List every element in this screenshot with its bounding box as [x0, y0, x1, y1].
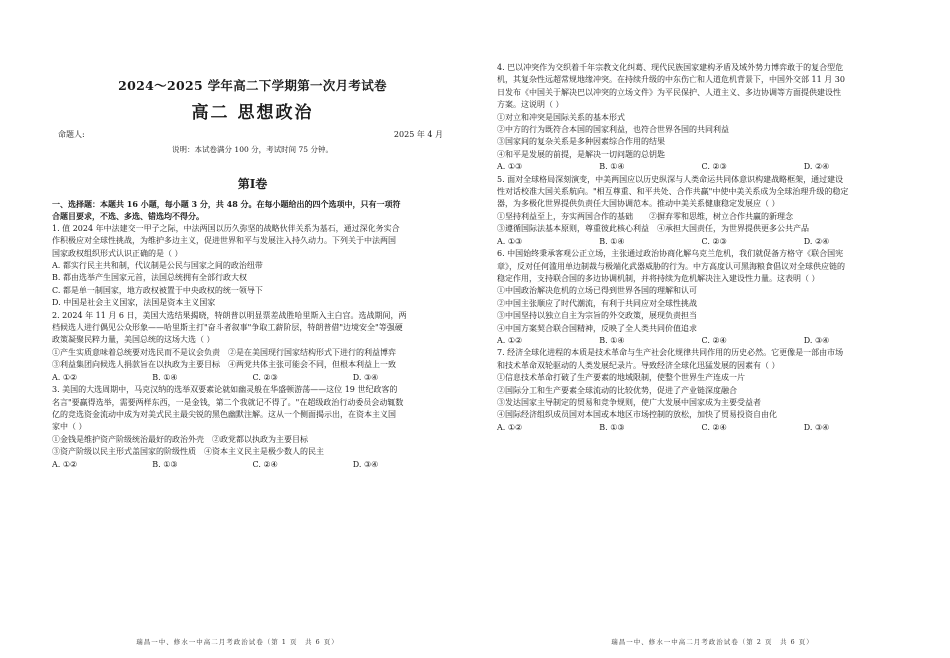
- question-4: [497, 62, 906, 174]
- answer-choice: C. ②③: [252, 372, 278, 382]
- question-text: 器，为多极化世界提供负责任大国协调范本。推动中美关系健康稳定发展应（ ）: [497, 199, 780, 209]
- statement: ①产生实质意味着总统要对选民而不是议会负责 ②是在美国现行国家结构形式下进行的利益博弈: [52, 347, 396, 357]
- question-text: 章》，反对任何滥用单边制裁与极端化武器威胁的行为。中方高度认可黑海粮食倡议对全球供应链的: [497, 261, 845, 271]
- question-7: [497, 347, 906, 434]
- answer-choice: C. ②④: [701, 335, 727, 345]
- question-text: 稳定作用，支持联合国的多边协调机制，并将持续为危机解决注入建设性力量。这表明（ ）: [497, 273, 820, 283]
- statement: ④中国方案契合联合国精神，反映了全人类共同价值追求: [497, 323, 697, 333]
- question-text: 3. 美国的大选周期中，马克汉纳的选举双要素论就如幽灵般在华盛顿游荡——这位 19 世纪政客的: [52, 385, 398, 395]
- question-text: 名言"要赢得选举，需要两样东西，一是金钱，第二个我就记不得了。"在超级政治行动委员会动辄数: [52, 397, 404, 407]
- section-heading: [52, 198, 453, 223]
- exam-meta: [58, 129, 443, 140]
- statement: ③遵循国际法基本原则，尊重彼此核心利益 ④承担大国责任，为世界提供更多公共产品: [497, 224, 809, 234]
- question-text: 6. 中国始终秉承客观公正立场，主张通过政治协商化解乌克兰危机，我们就促备方格守《联合国宪: [497, 249, 844, 259]
- question-5: [497, 174, 906, 248]
- subject-title: 高二 思想政治: [191, 103, 314, 123]
- answer-option: B. 都由选举产生国家元首，法国总统拥有全部行政大权: [52, 273, 247, 283]
- answer-choice: D. ③④: [352, 372, 379, 382]
- question-3: [52, 384, 453, 471]
- statement: ①对立和冲突是国际关系的基本形式: [497, 112, 625, 122]
- answer-choice: D. ③④: [803, 335, 830, 345]
- answer-choice: C. ②④: [252, 459, 278, 469]
- answer-choice: A. ①③: [497, 236, 523, 246]
- statement: ④和平是发展的前提，是解决一切问题的总钥匙: [497, 149, 665, 159]
- answer-choice: B. ①③: [152, 459, 178, 469]
- question-text: 亿的竞选资金流动中成为对美式民主最尖锐的黑色幽默注解。这从一个侧面揭示出，在资本主义国: [52, 409, 396, 419]
- answer-option: D. 中国是社会主义国家，法国是资本主义国家: [52, 298, 216, 308]
- answer-choice: B. ①③: [599, 422, 625, 432]
- answer-choices: [52, 459, 453, 471]
- question-text: 档候选人进行偶见公众形象——哈里斯主打"奋斗者叙事"争取工薪阶层，特朗普借"边境安全"等强硬: [52, 323, 403, 333]
- answer-choice: A. ①②: [497, 335, 523, 345]
- question-text: 机，其复杂性远超常规地缘冲突。在持续升级的中东伤亡和人道危机背景下，中国外交部 11 月 30: [497, 75, 845, 85]
- answer-choice: A. ①②: [52, 372, 78, 382]
- answer-choice: C. ②④: [701, 422, 727, 432]
- exam-note: 说明：本试卷满分 100 分，考试时间 75 分钟。: [172, 145, 333, 154]
- question-text: 1. 值 2024 年中法建交一甲子之际，中法两国以历久弥坚的战略伙伴关系为基石，通过深化务实合: [52, 223, 400, 233]
- section-line: 一、选择题：本题共 16 小题，每小题 3 分，共 48 分。在每小题给出的四个选项中，只有一项符: [52, 199, 401, 209]
- answer-choice: A. ①②: [52, 459, 78, 469]
- question-2: [52, 310, 453, 384]
- answer-choice: D. ②④: [803, 236, 830, 246]
- author-label: 命题人:: [58, 130, 85, 139]
- answer-choice: B. ①④: [152, 372, 178, 382]
- question-6: [497, 248, 906, 347]
- section-line: 合题目要求，不选、多选、错选均不得分。: [52, 211, 204, 222]
- exam-page-2: [475, 0, 950, 658]
- answer-choices: [497, 422, 906, 434]
- answer-choice: B. ①④: [599, 162, 625, 172]
- question-text: 国家政权组织形式认识正确的是（ ）: [52, 248, 183, 258]
- question-text: 2. 2024 年 11 月 6 日，美国大选结果揭晓，特朗普以明显票差战胜哈里斯入主白宫。选战期间，两: [52, 310, 407, 320]
- answer-choice: D. ②④: [803, 162, 830, 172]
- statement: ②中国主张顺应了时代潮流，有利于共同应对全球性挑战: [497, 298, 697, 308]
- page-footer: 瑞昌一中、修水一中高二月考政治试卷（第 1 页 共 6 页）: [136, 638, 339, 646]
- answer-choice: D. ③④: [352, 459, 379, 469]
- statement: ③国家间的复杂关系是多种因素综合作用的结果: [497, 137, 665, 147]
- answer-choice: C. ②③: [701, 162, 727, 172]
- answer-choice: B. ①④: [599, 335, 625, 345]
- question-text: 政策凝聚民粹力量，美国总统的这场大选（ ）: [52, 335, 215, 345]
- answer-choices: [497, 335, 906, 347]
- question-text: 作积极应对全球性挑战，为维护多边主义，促进世界和平与发展注入持久动力。下列关于中法两国: [52, 236, 396, 246]
- statement: ④国际经济组织成员国对本国或本地区市场控制的放松，加快了贸易投资自由化: [497, 410, 777, 420]
- volume-title: 第Ⅰ卷: [237, 177, 268, 191]
- answer-choice: D. ③④: [803, 422, 830, 432]
- question-text: 方案。这说明（ ）: [497, 100, 564, 110]
- question-text: 7. 经济全球化进程的本质是技术革命与生产社会化规律共同作用的历史必然。它更像是一部由市场: [497, 348, 844, 358]
- question-text: 和技术革命双轮驱动的人类发展纪录片。导致经济全球化迅猛发展的因素有（ ）: [497, 360, 780, 370]
- statement: ③发达国家主导制定的贸易和竞争规则，使广大发展中国家成为主要受益者: [497, 397, 761, 407]
- statement: ②中方的行为既符合本国的国家利益，也符合世界各国的共同利益: [497, 125, 729, 135]
- statement: ③中国坚持以独立自主为宗旨的外交政策，展现负责担当: [497, 311, 697, 321]
- exam-date: 2025 年 4 月: [393, 130, 443, 139]
- question-text: 性对话校准大国关系航向。"相互尊重、和平共处、合作共赢"中使中美关系成为全球治理升级的稳定: [497, 187, 849, 197]
- question-text: 家中（ ）: [52, 422, 87, 432]
- answer-option: C. 都是单一制国家，地方政权被置于中央政权的统一领导下: [52, 285, 263, 295]
- question-1: [52, 223, 453, 310]
- answer-choices: [52, 372, 453, 384]
- question-text: 5. 面对全球格局深刻演变，中美两国应以历史纵深与人类命运共同体意识构建战略框架，通过建设: [497, 174, 844, 184]
- statement: ①金钱是维护资产阶级统治最好的政治外壳 ②政党都以执政为主要目标: [52, 434, 308, 444]
- statement: ①中国政治解决危机的立场已得到世界各国的理解和认可: [497, 286, 697, 296]
- answer-choices: [497, 236, 906, 248]
- answer-choices: [497, 161, 906, 173]
- statement: ②国际分工和生产要素全球流动的比较优势，促进了产业链深度融合: [497, 385, 737, 395]
- answer-option: A. 都实行民主共和制，代议制是公民与国家之间的政治纽带: [52, 261, 263, 271]
- statement: ①信息技术革命打破了生产要素的地域限制，使整个世界生产连成一片: [497, 373, 745, 383]
- question-text: 日发布《中国关于解决巴以冲突的立场文件》为平民保护、人道主义、多边协调等方面提供建设性: [497, 87, 841, 97]
- statement: ③资产阶级以民主形式盖国家的阶级性质 ④资本主义民主是极少数人的民主: [52, 447, 324, 457]
- statement: ③利益集团向候选人捐款旨在以执政为主要目标 ④两党共体主张可能会不同，但根本利益上一致: [52, 360, 396, 370]
- page-footer: 瑞昌一中、修水一中高二月考政治试卷（第 2 页 共 6 页）: [611, 638, 814, 646]
- answer-choice: C. ②③: [701, 236, 727, 246]
- answer-choice: B. ①④: [599, 236, 625, 246]
- question-text: 4. 巴以冲突作为交织着千年宗教文化纠葛、现代民族国家建构矛盾及域外势力博弈敢于的复合型危: [497, 63, 844, 72]
- statement: ①坚持利益至上，夯实两国合作的基础 ②摒弃零和思维，树立合作共赢的新理念: [497, 211, 793, 221]
- answer-choice: A. ①②: [497, 422, 523, 432]
- exam-title: 2024～2025 学年高二下学期第一次月考试卷: [118, 78, 387, 93]
- answer-choice: A. ①③: [497, 162, 523, 172]
